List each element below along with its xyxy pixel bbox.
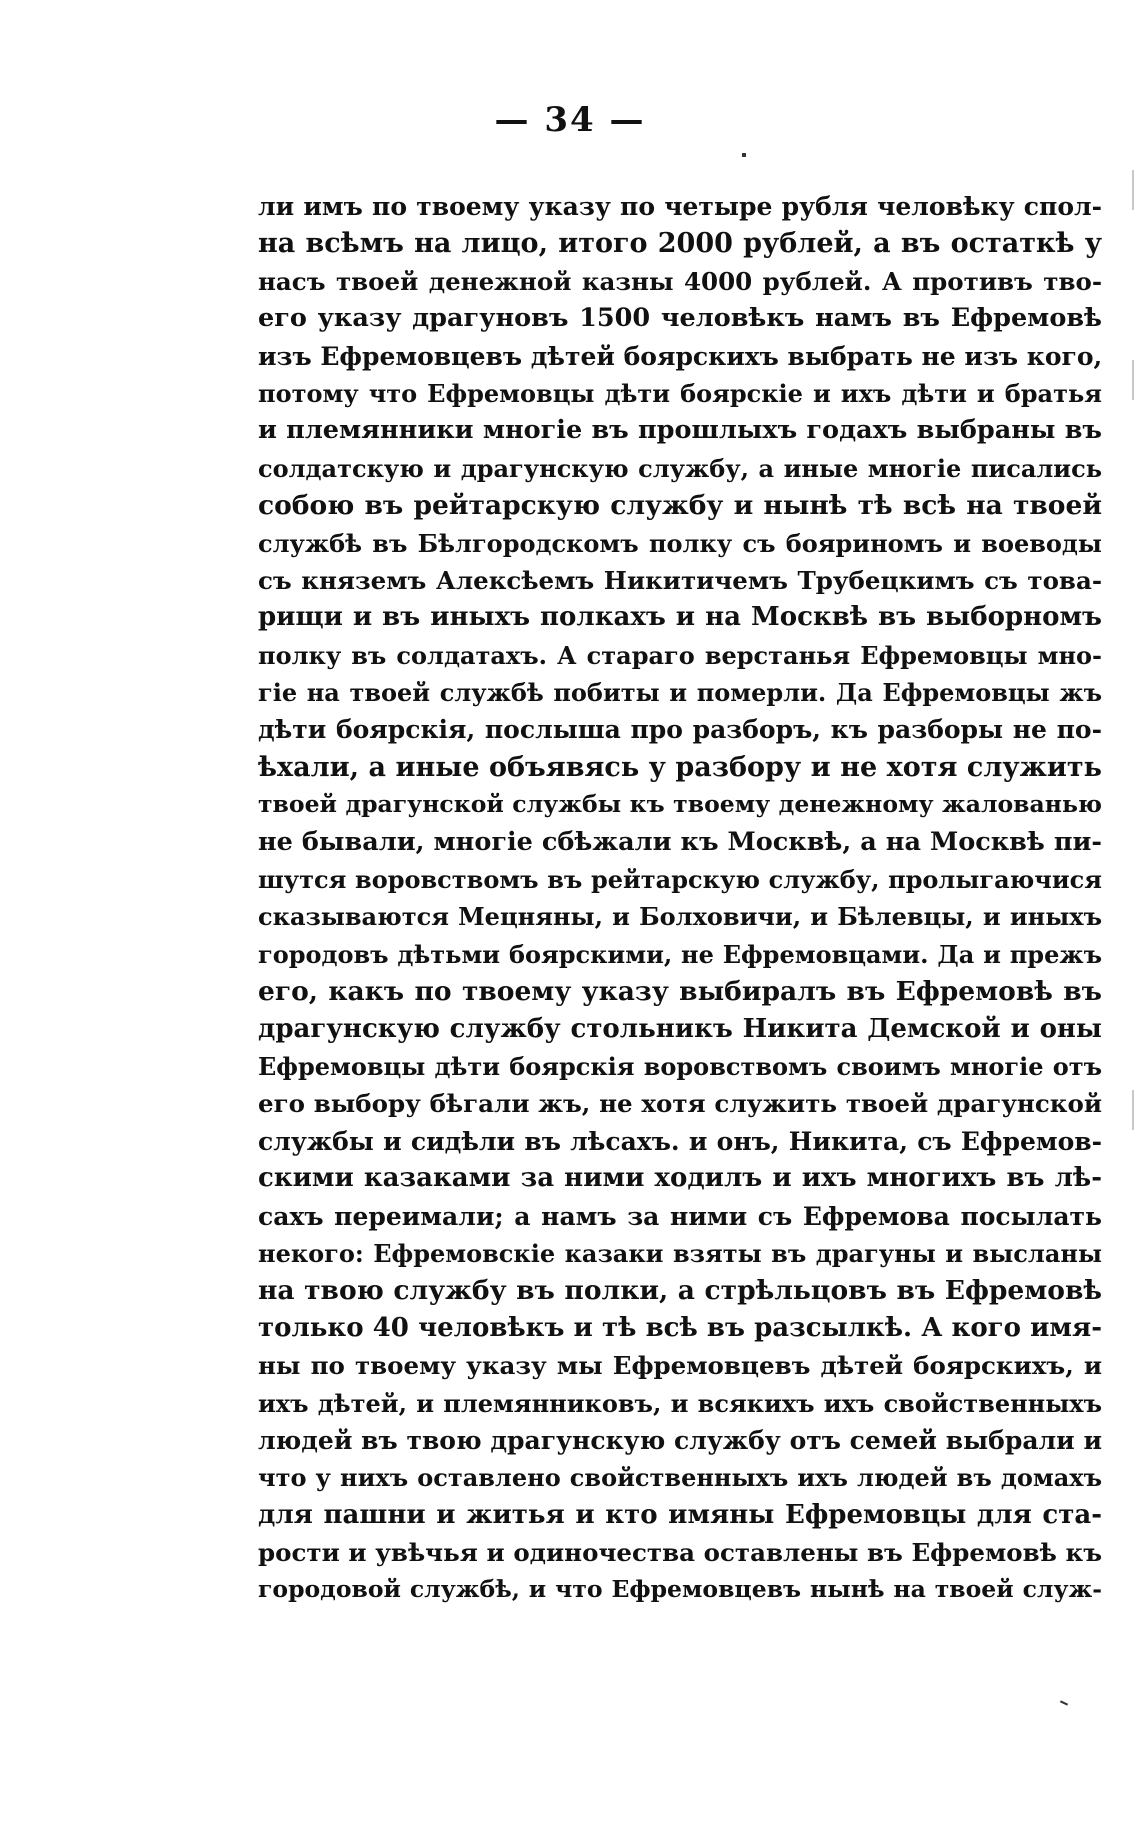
text-line: потому что Ефремовцы дѣти боярскіе и ихъ дѣти и братья bbox=[258, 378, 1102, 408]
text-line: его, какъ по твоему указу выбиралъ въ Ефремовѣ въ bbox=[258, 976, 1102, 1008]
text-line: некого: Ефремовскіе казаки взяты въ драгуны и высланы bbox=[258, 1238, 1102, 1268]
text-line: съ княземъ Алексѣемъ Никитичемъ Трубецкимъ съ това- bbox=[258, 565, 1102, 595]
text-line: полку въ солдатахъ. А стараго верстанья Ефремовцы мно- bbox=[258, 640, 1102, 670]
text-line: его указу драгуновъ 1500 человѣкъ намъ въ Ефремовѣ bbox=[258, 303, 1102, 334]
text-line: сахъ переимали; а намъ за ними съ Ефремова посылать bbox=[258, 1201, 1102, 1231]
text-line: ихъ дѣтей, и племянниковъ, и всякихъ ихъ свойственныхъ bbox=[258, 1388, 1102, 1418]
scan-edge-mark bbox=[1132, 170, 1134, 210]
text-line: Ефремовцы дѣти боярскія воровствомъ своимъ многіе отъ bbox=[258, 1051, 1102, 1081]
text-line: что у нихъ оставлено свойственныхъ ихъ людей въ домахъ bbox=[258, 1463, 1102, 1493]
text-line: рищи и въ иныхъ полкахъ и на Москвѣ въ выборномъ bbox=[258, 602, 1102, 633]
ink-speck bbox=[742, 153, 746, 157]
text-line: сказываются Мецняны, и Болховичи, и Бѣлевцы, и иныхъ bbox=[258, 902, 1102, 932]
text-line: службы и сидѣли въ лѣсахъ. и онъ, Никита, съ Ефремов- bbox=[258, 1126, 1102, 1156]
body-text bbox=[258, 188, 1102, 1609]
text-line: собою въ рейтарскую службу и нынѣ тѣ всѣ на твоей bbox=[258, 490, 1102, 522]
text-line: городовъ дѣтьми боярскими, не Ефремовцами. Да и прежъ bbox=[258, 939, 1102, 969]
text-line: солдатскую и драгунскую службу, а иные многіе писались bbox=[258, 453, 1102, 483]
scan-edge-mark bbox=[1132, 360, 1134, 400]
text-line: насъ твоей денежной казны 4000 рублей. А противъ тво- bbox=[258, 266, 1102, 296]
text-line: городовой службѣ, и что Ефремовцевъ нынѣ на твоей служ- bbox=[258, 1575, 1102, 1604]
ink-tick bbox=[1060, 1700, 1068, 1705]
text-line: ѣхали, а иные объявясь у разбору и не хотя служить bbox=[258, 751, 1102, 783]
text-line: твоей драгунской службы къ твоему денежному жалованью bbox=[258, 790, 1102, 819]
text-line: и племянники многіе въ прошлыхъ годахъ выбраны въ bbox=[258, 415, 1102, 446]
scan-edge-mark bbox=[1132, 1090, 1134, 1130]
text-line: людей въ твою драгунскую службу отъ семей выбрали и bbox=[258, 1425, 1102, 1455]
text-line: скими казаками за ними ходилъ и ихъ многихъ въ лѣ- bbox=[258, 1163, 1102, 1194]
text-line: для пашни и житья и кто имяны Ефремовцы для ста- bbox=[258, 1499, 1102, 1530]
text-line: не бывали, многіе сбѣжали къ Москвѣ, а на Москвѣ пи- bbox=[258, 826, 1102, 857]
text-line: ли имъ по твоему указу по четыре рубля человѣку спол- bbox=[258, 192, 1102, 221]
text-line: шутся воровствомъ въ рейтарскую службу, пролыгаючися bbox=[258, 865, 1102, 895]
text-line: на твою службу въ полки, а стрѣльцовъ въ Ефремовѣ bbox=[258, 1275, 1102, 1307]
text-line: изъ Ефремовцевъ дѣтей боярскихъ выбрать не изъ кого, bbox=[258, 341, 1102, 371]
text-line: дѣти боярскія, послыша про разборъ, къ разборы не по- bbox=[258, 715, 1102, 745]
text-line: ны по твоему указу мы Ефремовцевъ дѣтей боярскихъ, и bbox=[258, 1351, 1102, 1381]
text-line: рости и увѣчья и одиночества оставлены въ Ефремовѣ къ bbox=[258, 1538, 1102, 1568]
page-number: — 34 — bbox=[494, 100, 646, 140]
text-line: на всѣмъ на лицо, итого 2000 рублей, а въ остаткѣ у bbox=[258, 228, 1102, 260]
text-line: его выбору бѣгали жъ, не хотя служить твоей драгунской bbox=[258, 1089, 1102, 1119]
text-line: службѣ въ Бѣлгородскомъ полку съ бояриномъ и воеводы bbox=[258, 528, 1102, 558]
text-line: драгунскую службу стольникъ Никита Демской и оны bbox=[258, 1013, 1102, 1044]
text-line: только 40 человѣкъ и тѣ всѣ въ разсылкѣ. А кого имя- bbox=[258, 1312, 1102, 1343]
text-line: гіе на твоей службѣ побиты и померли. Да Ефремовцы жъ bbox=[258, 678, 1102, 708]
